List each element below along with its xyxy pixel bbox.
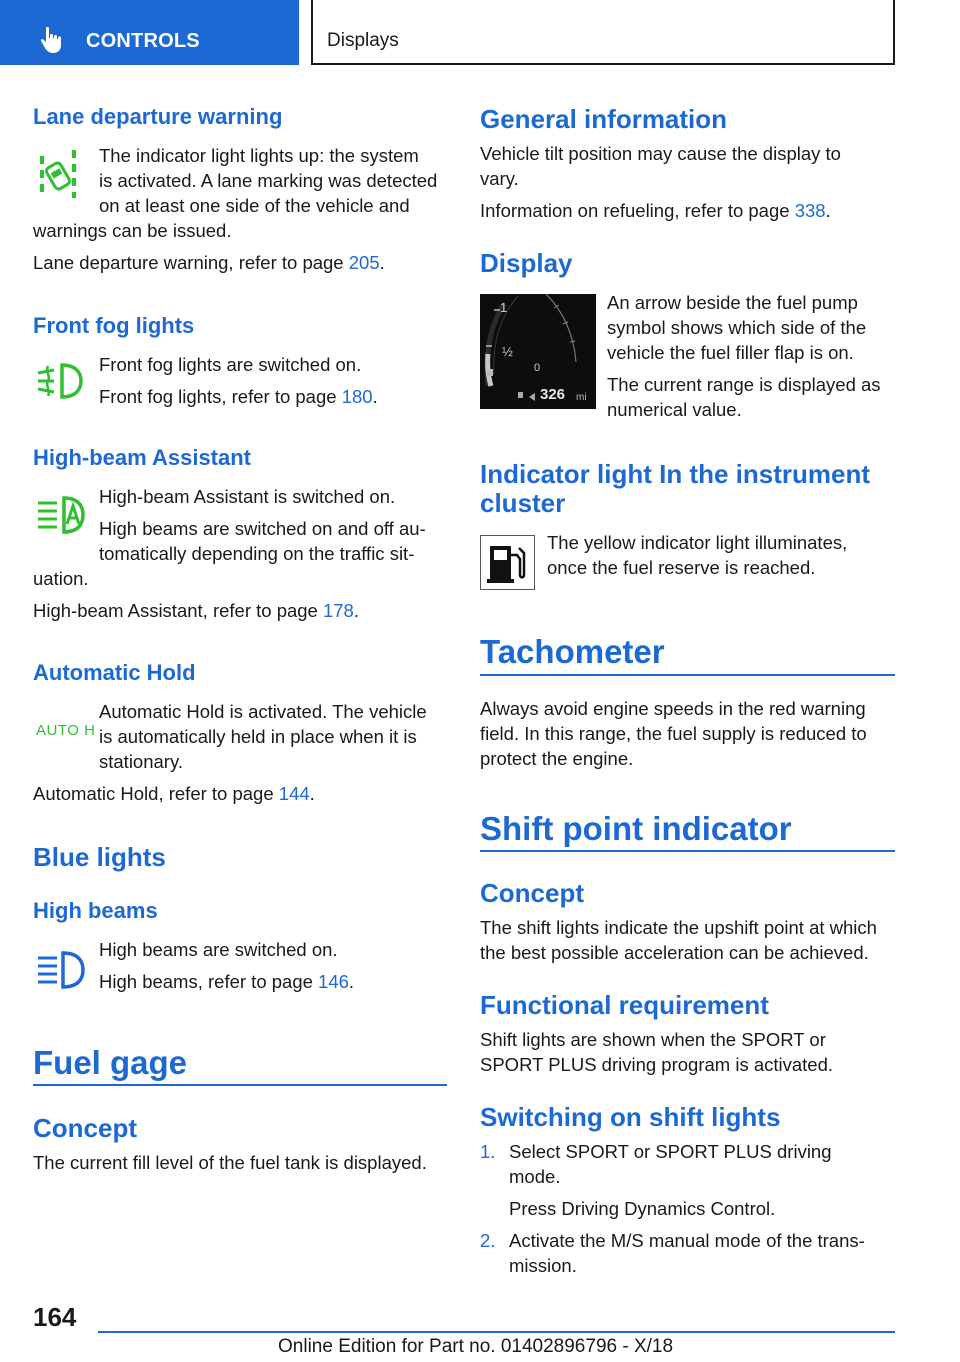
hold-page-link[interactable]: 144 bbox=[278, 783, 310, 804]
front-fog-light-icon bbox=[36, 362, 84, 400]
step-2-text-1: Activate the M/S manual mode of the trans- bbox=[509, 1230, 865, 1251]
indicator-text-2: once the fuel reserve is reached. bbox=[547, 557, 816, 578]
fog-reference-text: Front fog lights, refer to page bbox=[99, 386, 342, 407]
range-value: 326 bbox=[540, 386, 566, 403]
general-info-heading: General information bbox=[480, 104, 728, 134]
high-beams-text-1: High beams are switched on. bbox=[99, 939, 338, 960]
chapter-title: Displays bbox=[327, 30, 399, 51]
fuel-concept-text: The current fill level of the fuel tank is displayed. bbox=[33, 1152, 427, 1173]
fog-text-1: Front fog lights are switched on. bbox=[99, 354, 362, 375]
fog-page-link[interactable]: 180 bbox=[341, 386, 373, 407]
shift-concept-heading: Concept bbox=[480, 878, 584, 908]
lane-text-4: warnings can be issued. bbox=[33, 220, 232, 241]
blue-lights-heading: Blue lights bbox=[33, 842, 166, 872]
display-heading: Display bbox=[480, 248, 573, 278]
general-reference-text: Information on refueling, refer to page bbox=[480, 200, 795, 221]
general-text-2: vary. bbox=[480, 168, 519, 189]
shift-indicator-heading: Shift point indicator bbox=[480, 810, 792, 847]
hba-text-3: tomatically depending on the traffic sit- bbox=[99, 543, 415, 564]
hba-reference: High-beam Assistant, refer to page 178. bbox=[33, 600, 359, 621]
gauge-full-mark: 1 bbox=[500, 300, 508, 315]
indicator-heading-1: Indicator light In the instrument bbox=[480, 459, 870, 489]
shift-concept-text-2: the best possible acceleration can be achieved. bbox=[480, 942, 869, 963]
hold-text-3: stationary. bbox=[99, 751, 183, 772]
display-text-3: vehicle the fuel filler flap is on. bbox=[607, 342, 854, 363]
fuel-gage-rule bbox=[33, 1084, 447, 1086]
hold-text-2: is automatically held in place when it is bbox=[99, 726, 417, 747]
high-beams-reference: High beams, refer to page 146. bbox=[99, 971, 355, 992]
lane-text-2: is activated. A lane marking was detected bbox=[99, 170, 438, 191]
functional-requirement-heading: Functional requirement bbox=[480, 990, 769, 1020]
tacho-text-2: field. In this range, the fuel supply is reduced to bbox=[480, 723, 867, 744]
section-tab[interactable] bbox=[0, 0, 299, 65]
hba-text-1: High-beam Assistant is switched on. bbox=[99, 486, 396, 507]
hand-pointer-icon bbox=[40, 26, 66, 54]
display-text-2: symbol shows which side of the bbox=[607, 317, 867, 338]
tachometer-heading: Tachometer bbox=[480, 633, 665, 670]
refuel-page-link[interactable]: 338 bbox=[794, 200, 826, 221]
chapter-header bbox=[311, 0, 895, 65]
lane-reference: Lane departure warning, refer to page 205. bbox=[33, 252, 385, 273]
gauge-zero-mark: 0 bbox=[534, 362, 541, 374]
auto-hold-icon: AUTO H bbox=[36, 722, 96, 739]
high-beam-assistant-icon bbox=[36, 494, 86, 536]
general-text-1: Vehicle tilt position may cause the display to bbox=[480, 143, 841, 164]
hold-reference-text: Automatic Hold, refer to page bbox=[33, 783, 279, 804]
hold-text-1: Automatic Hold is activated. The vehicle bbox=[99, 701, 427, 722]
edition-text: Online Edition for Part no. 01402896796 - X/18 bbox=[278, 1336, 674, 1357]
gauge-half-mark: ½ bbox=[502, 344, 513, 359]
display-text-4: The current range is displayed as bbox=[607, 374, 881, 395]
display-text-5: numerical value. bbox=[607, 399, 742, 420]
tacho-text-1: Always avoid engine speeds in the red warning bbox=[480, 698, 866, 719]
hold-heading: Automatic Hold bbox=[33, 660, 196, 685]
step-2-number: 2. bbox=[480, 1230, 496, 1251]
lane-page-link[interactable]: 205 bbox=[348, 252, 380, 273]
indicator-heading-2: cluster bbox=[480, 488, 566, 518]
high-beams-page-link[interactable]: 146 bbox=[318, 971, 349, 992]
hba-heading: High-beam Assistant bbox=[33, 445, 252, 470]
page-number: 164 bbox=[33, 1302, 77, 1332]
step-1-number: 1. bbox=[480, 1141, 496, 1162]
step-1-subtext: Press Driving Dynamics Control. bbox=[509, 1198, 776, 1219]
step-2-text-2: mission. bbox=[509, 1255, 577, 1276]
high-beams-reference-text: High beams, refer to page bbox=[99, 971, 319, 992]
hold-reference: Automatic Hold, refer to page 144. bbox=[33, 783, 315, 804]
tacho-text-3: protect the engine. bbox=[480, 748, 634, 769]
tachometer-rule bbox=[480, 674, 895, 676]
fuel-concept-heading: Concept bbox=[33, 1113, 137, 1143]
hba-reference-text: High-beam Assistant, refer to page bbox=[33, 600, 323, 621]
fuel-gauge-image bbox=[480, 294, 596, 409]
switching-on-heading: Switching on shift lights bbox=[480, 1102, 781, 1132]
step-1-text-2: mode. bbox=[509, 1166, 561, 1187]
high-beam-icon bbox=[36, 950, 86, 990]
step-1-text-1: Select SPORT or SPORT PLUS driving bbox=[509, 1141, 832, 1162]
shift-concept-text-1: The shift lights indicate the upshift point at which bbox=[480, 917, 877, 938]
requirement-text-1: Shift lights are shown when the SPORT or bbox=[480, 1029, 826, 1050]
high-beams-heading: High beams bbox=[33, 898, 158, 923]
fuel-gage-heading: Fuel gage bbox=[33, 1044, 188, 1081]
footer-rule bbox=[98, 1331, 895, 1333]
fuel-pump-icon bbox=[480, 535, 535, 590]
fog-heading: Front fog lights bbox=[33, 313, 195, 338]
general-reference: Information on refueling, refer to page 338. bbox=[480, 200, 831, 221]
shift-indicator-rule bbox=[480, 850, 895, 852]
hba-text-4: uation. bbox=[33, 568, 89, 589]
section-tab-label: CONTROLS bbox=[86, 30, 200, 52]
hba-page-link[interactable]: 178 bbox=[322, 600, 354, 621]
lane-departure-icon bbox=[38, 148, 78, 200]
lane-text-3: on at least one side of the vehicle and bbox=[99, 195, 410, 216]
lane-departure-heading: Lane departure warning bbox=[33, 104, 283, 129]
lane-text-1: The indicator light lights up: the system bbox=[99, 145, 419, 166]
requirement-text-2: SPORT PLUS driving program is activated. bbox=[480, 1054, 834, 1075]
display-text-1: An arrow beside the fuel pump bbox=[607, 292, 858, 313]
lane-reference-text: Lane departure warning, refer to page bbox=[33, 252, 349, 273]
hba-text-2: High beams are switched on and off au- bbox=[99, 518, 426, 539]
range-unit: mi bbox=[576, 392, 587, 403]
fog-reference: Front fog lights, refer to page 180. bbox=[99, 386, 378, 407]
indicator-text-1: The yellow indicator light illuminates, bbox=[547, 532, 848, 553]
